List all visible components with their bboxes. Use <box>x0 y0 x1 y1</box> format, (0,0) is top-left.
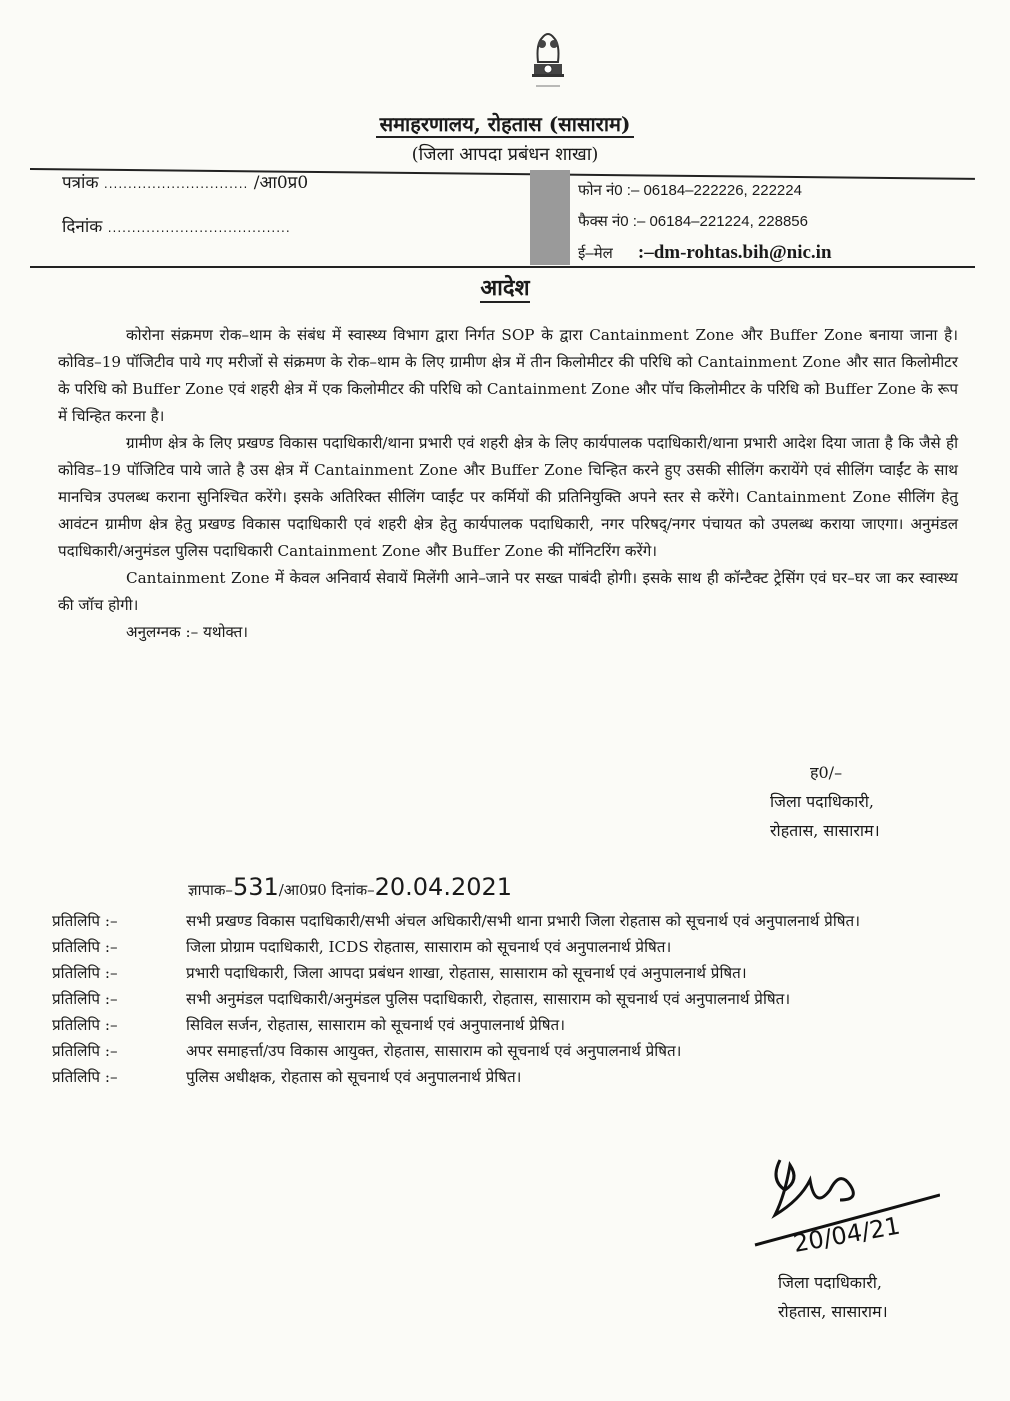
reference-block <box>62 170 308 252</box>
header-rule-bottom <box>30 266 975 268</box>
header-shade-bar <box>530 170 570 265</box>
patrank-suffix: /आ0प्र0 <box>253 173 309 193</box>
copy-label: प्रतिलिपि :– <box>52 1042 118 1060</box>
copy-item <box>52 908 962 934</box>
national-emblem-icon <box>518 24 578 104</box>
copy-item <box>52 1064 962 1090</box>
paragraph-1: कोरोना संक्रमण रोक–थाम के संबंध में स्वास्थ्य विभाग द्वारा निर्गत SOP के द्वारा Cantainment Zone और Buffer Zone बनाया जाना है। कोविड–19 पॉजिटीव पाये गए मरीजों से संक्रमण के रोक–थाम के लिए ग्रामीण क्षेत्र में तीन किलोमीटर की परिधि को Cantainment Zone और सात किलोमीटर के परिधि को Buffer Zone एवं शहरी क्षेत्र में एक किलोमीटर की परिधि को Cantainment Zone और पॉच किलोमीटर के परिधि को Buffer Zone के रूप में चिन्हित करना है। <box>58 326 958 425</box>
email-label: ई–मेल <box>578 245 613 262</box>
dinank-line <box>62 214 308 252</box>
patrank-label: पत्रांक <box>62 173 99 193</box>
email-address: :–dm-rohtas.bih@nic.in <box>637 242 832 263</box>
copy-text: सभी प्रखण्ड विकास पदाधिकारी/सभी अंचल अधिकारी/सभी थाना प्रभारी जिला रोहतास को सूचनार्थ एवं अनुपालनार्थ प्रेषित। <box>186 912 860 930</box>
copy-item <box>52 1038 962 1064</box>
copy-label: प्रतिलिपि :– <box>52 938 118 956</box>
copy-text: अपर समाहर्त्ता/उप विकास आयुक्त, रोहतास, सासाराम को सूचनार्थ एवं अनुपालनार्थ प्रेषित। <box>186 1042 682 1060</box>
memo-line <box>188 873 512 901</box>
order-body <box>58 322 958 646</box>
copy-label: प्रतिलिपि :– <box>52 912 118 930</box>
copy-text: सिविल सर्जन, रोहतास, सासाराम को सूचनार्थ एवं अनुपालनार्थ प्रेषित। <box>186 1016 565 1034</box>
contact-block <box>578 180 832 273</box>
order-title: आदेश <box>480 275 530 301</box>
signatory-block-2 <box>778 1268 888 1326</box>
signatory-designation: जिला पदाधिकारी, <box>778 1273 883 1292</box>
phone-line: फोन नं0 :– 06184–222226, 222224 <box>578 182 802 199</box>
copy-label: प्रतिलिपि :– <box>52 964 118 982</box>
copy-item <box>52 934 962 960</box>
copy-item <box>52 1012 962 1038</box>
signatory-place: रोहतास, सासाराम। <box>770 821 880 840</box>
copy-list <box>52 908 962 1090</box>
memo-mid: /आ0प्र0 दिनांक– <box>278 881 375 899</box>
copy-item <box>52 960 962 986</box>
signatory-place: रोहतास, सासाराम। <box>778 1302 888 1321</box>
dinank-label: दिनांक <box>62 217 103 237</box>
office-heading: समाहरणालय, रोहतास (सासाराम) <box>0 110 1010 137</box>
memo-date: 20.04.2021 <box>374 873 513 901</box>
memo-number: 531 <box>232 873 279 901</box>
copy-text: प्रभारी पदाधिकारी, जिला आपदा प्रबंधन शाखा, रोहतास, सासाराम को सूचनार्थ एवं अनुपालनार्थ प्रेषित। <box>186 964 747 982</box>
dinank-blank: ...................................... <box>107 221 291 235</box>
copy-label: प्रतिलिपि :– <box>52 1068 118 1086</box>
email-line <box>578 242 832 273</box>
signature-date: 20/04/21 <box>791 1211 903 1258</box>
patrank-line <box>62 170 308 208</box>
copy-text: सभी अनुमंडल पदाधिकारी/अनुमंडल पुलिस पदाधिकारी, रोहतास, सासाराम को सूचनार्थ एवं अनुपालनार्थ प्रेषित। <box>186 990 791 1008</box>
signatory-block-1 <box>770 758 880 845</box>
paragraph-2: ग्रामीण क्षेत्र के लिए प्रखण्ड विकास पदाधिकारी/थाना प्रभारी एवं शहरी क्षेत्र के लिए कार्यपालक पदाधिकारी/थाना प्रभारी आदेश दिया जाता है कि जैसे ही कोविड–19 पॉजिटिव पाये जाते है उस क्षेत्र में Cantainment Zone और Buffer Zone चिन्हित करने हुए उसकी सीलिंग करायेंगे एवं सीलिंग प्वाईंट के साथ मानचित्र उपलब्ध कराना सुनिश्चित करेंगे। इसके अतिरिक्त सीलिंग प्वाईंट पर कर्मियों की प्रतिनियुक्ति अपने स्तर से करेंगे। Cantainment Zone सीलिंग हेतु आवंटन ग्रामीण क्षेत्र हेतु प्रखण्ड विकास पदाधिकारी एवं शहरी क्षेत्र हेतु कार्यपालक पदाधिकारी, नगर परिषद्/नगर पंचायत को उपलब्ध कराया जाएगा। अनुमंडल पदाधिकारी/अनुमंडल पुलिस पदाधिकारी Cantainment Zone और Buffer Zone की मॉनिटरिंग करेंगे। <box>58 434 958 560</box>
copy-label: प्रतिलिपि :– <box>52 1016 118 1034</box>
handwritten-signature <box>740 1140 940 1265</box>
sd-mark: ह0/– <box>810 763 843 782</box>
section-heading: (जिला आपदा प्रबंधन शाखा) <box>411 144 599 165</box>
patrank-blank: .............................. <box>103 177 249 191</box>
copy-item <box>52 986 962 1012</box>
fax-line: फैक्स नं0 :– 06184–221224, 228856 <box>578 213 808 230</box>
signatory-designation: जिला पदाधिकारी, <box>770 792 875 811</box>
enclosure-line: अनुलग्नक :– यथोक्त। <box>126 623 249 641</box>
memo-prefix: ज्ञापाक– <box>188 881 233 899</box>
copy-label: प्रतिलिपि :– <box>52 990 118 1008</box>
copy-text: पुलिस अधीक्षक, रोहतास को सूचनार्थ एवं अनुपालनार्थ प्रेषित। <box>186 1068 522 1086</box>
paragraph-3: Cantainment Zone में केवल अनिवार्य सेवायें मिलेंगी आने–जाने पर सख्त पाबंदी होगी। इसके साथ ही कॉन्टैक्ट ट्रेसिंग एवं घर–घर जा कर स्वास्थ्य की जॉच होगी। <box>58 569 958 614</box>
copy-text: जिला प्रोग्राम पदाधिकारी, ICDS रोहतास, सासाराम को सूचनार्थ एवं अनुपालनार्थ प्रेषित। <box>186 938 672 956</box>
